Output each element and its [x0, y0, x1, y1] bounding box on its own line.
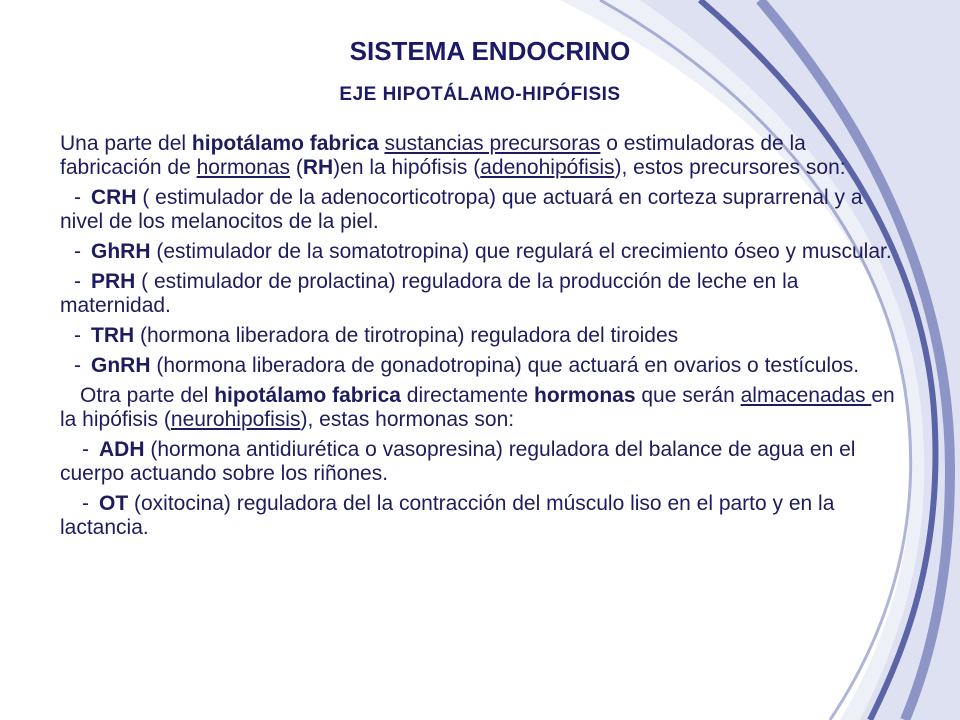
intro-text: )en la hipófisis ( [333, 156, 481, 179]
second-text: que serán [635, 384, 741, 407]
item-name: PRH [91, 270, 136, 293]
item-desc: (hormona antidiurética o vasopresina) reguladora del balance de agua en el cuerpo actuando sobre los riñones. [60, 438, 856, 485]
item-name: OT [99, 492, 129, 515]
second-text: Otra parte del [80, 384, 215, 407]
item-dash: - [82, 492, 89, 515]
item-desc: (oxitocina) reguladora del la contracción del músculo liso en el parto y en la lactancia. [60, 492, 835, 539]
item-dash: - [74, 354, 81, 377]
item-desc: (hormona liberadora de gonadotropina) que actuará en ovarios o testículos. [150, 354, 860, 377]
hormone-item-ot [60, 492, 896, 540]
second-emphasis: hipotálamo fabrica [214, 384, 401, 407]
item-dash: - [74, 240, 81, 263]
item-desc: (estimulador de la somatotropina) que regulará el crecimiento óseo y muscular. [150, 240, 892, 263]
intro-emphasis: hipotálamo fabrica [191, 132, 379, 155]
item-name: ADH [99, 438, 145, 461]
item-dash: - [74, 270, 81, 293]
second-paragraph [60, 384, 896, 432]
rh-item-ghrh [60, 240, 896, 264]
second-text: en la hipófisis ( [60, 384, 895, 431]
second-underlined: almacenadas [740, 384, 872, 407]
rh-item-crh [60, 186, 896, 234]
item-name: GhRH [91, 240, 151, 263]
hormone-item-adh [60, 438, 896, 486]
slide-title: SISTEMA ENDOCRINO [349, 36, 631, 66]
item-desc: ( estimulador de la adenocorticotropa) que actuará en corteza suprarrenal y a nivel de los melanocitos de la piel. [60, 186, 863, 233]
slide-body [60, 132, 896, 546]
intro-underlined: hormonas [196, 156, 290, 179]
intro-emphasis: RH [302, 156, 334, 179]
second-underlined: neurohipofisis [170, 408, 301, 431]
intro-text: Una parte del [60, 132, 192, 155]
rh-item-prh [60, 270, 896, 318]
item-desc: ( estimulador de prolactina) reguladora de la producción de leche en la maternidad. [60, 270, 799, 317]
intro-text: ( [289, 156, 303, 179]
intro-text: o estimuladoras de la fabricación de [60, 132, 806, 179]
item-dash: - [74, 324, 81, 347]
second-text: ), estas hormonas son: [300, 408, 515, 431]
intro-underlined: sustancias precursoras [384, 132, 601, 155]
item-dash: - [82, 438, 89, 461]
item-name: GnRH [91, 354, 151, 377]
intro-text: ), estos precursores son: [614, 156, 846, 179]
intro-underlined: adenohipófisis [480, 156, 615, 179]
rh-item-gnrh [60, 354, 896, 378]
item-name: CRH [91, 186, 137, 209]
item-dash: - [74, 186, 81, 209]
rh-item-trh [60, 324, 896, 348]
item-desc: (hormona liberadora de tirotropina) reguladora del tiroides [134, 324, 679, 347]
second-text: directamente [400, 384, 535, 407]
second-emphasis: hormonas [534, 384, 636, 407]
slide-subtitle: EJE HIPOTÁLAMO-HIPÓFISIS [339, 84, 621, 105]
item-name: TRH [91, 324, 135, 347]
intro-paragraph [60, 132, 896, 180]
